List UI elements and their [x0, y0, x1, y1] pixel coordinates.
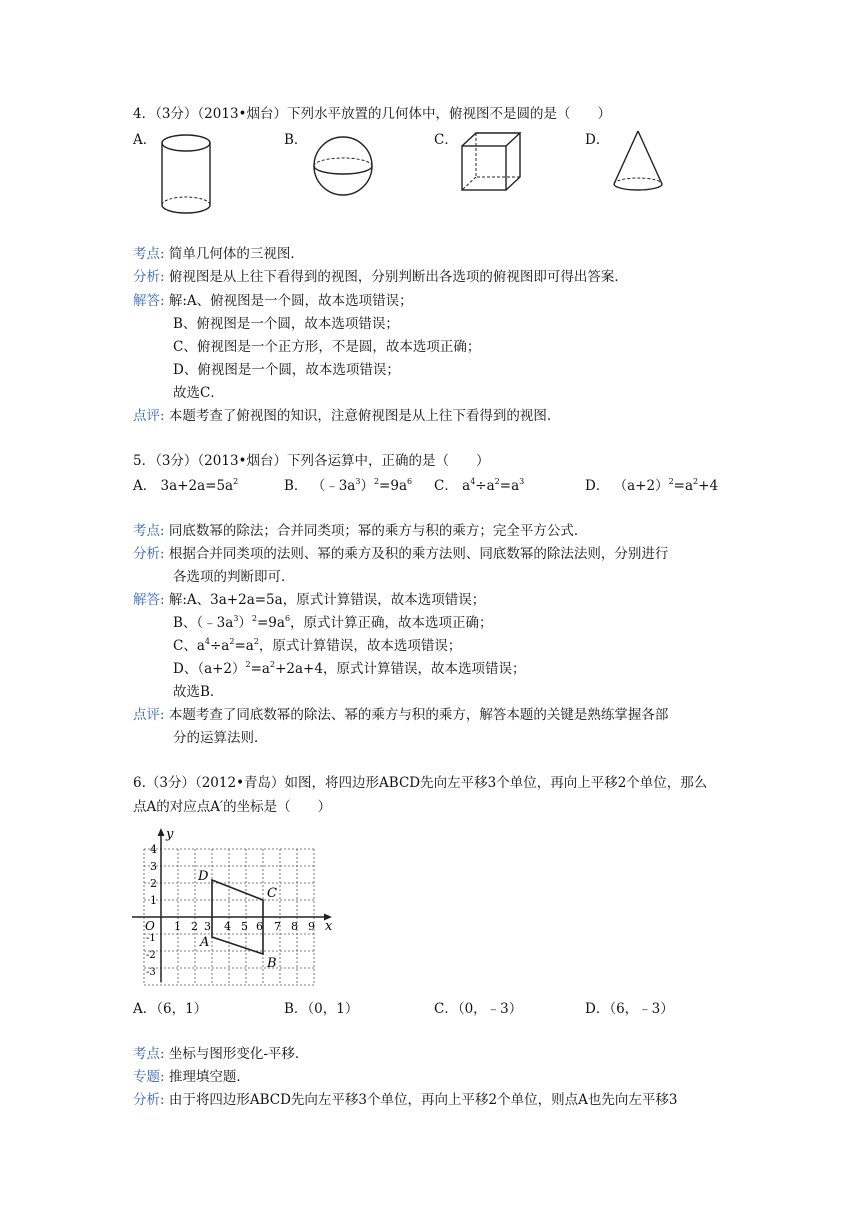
q5-jieda-line-c — [173, 636, 461, 656]
x-tick-label: 4 — [224, 920, 231, 933]
x-tick-label: 2 — [191, 920, 198, 933]
expr-part: ÷a — [209, 638, 230, 654]
x-tick-label: 8 — [291, 920, 298, 933]
expr-part: ，原式计算错误，故本选项错误； — [258, 638, 462, 654]
q5-fenxi-line-1: 根据合并同类项的法则、幂的乘方及积的乘方法则、同底数幂的除法法则，分别进行 — [168, 546, 669, 562]
exponent: 6 — [407, 477, 413, 486]
x-tick-label: 1 — [174, 920, 181, 933]
q6-option-c: C．（0，﹣3） — [434, 1001, 523, 1017]
exponent: 2 — [494, 477, 500, 486]
expr-part: 3a+2a=5a — [160, 478, 234, 494]
q4-jieda-label: 解答: — [133, 293, 165, 309]
q5-fenxi-label: 分析: — [133, 546, 165, 562]
coordinate-grid-figure — [128, 822, 340, 990]
q4-jieda-line-4: D、俯视图是一个圆，故本选项错误； — [173, 362, 400, 378]
x-tick-label: 9 — [308, 920, 315, 933]
q6-stem-line-2: 点A的对应点A′的坐标是（ ） — [133, 799, 332, 815]
exponent: 2 — [229, 637, 235, 646]
q5-option-c — [434, 476, 524, 496]
q4-fenxi — [133, 267, 628, 287]
expr-part: （﹣3a — [311, 478, 356, 494]
q6-option-b: B．（0，1） — [284, 1001, 359, 1017]
exponent: 2 — [270, 660, 276, 669]
q5-jieda-line-b — [173, 613, 493, 633]
point-a-label: A — [200, 935, 210, 950]
q6-stem-line-1: 6.（3分）（2012•青岛）如图，将四边形ABCD先向左平移3个单位，再向上平移2个单位，那么 — [133, 775, 708, 791]
y-tick-label: -1 — [146, 933, 156, 944]
cube-figure — [458, 130, 524, 194]
exponent: 2 — [253, 637, 259, 646]
q4-fenxi-label: 分析: — [133, 269, 165, 285]
expr-part: D、（a+2） — [173, 661, 246, 677]
q6-zhuanti-label: 专题: — [133, 1069, 165, 1085]
y-tick-label: -2 — [146, 950, 156, 961]
q5-dianping — [133, 705, 668, 725]
exponent: 2 — [373, 477, 380, 486]
q4-jieda-line-1: 解:A、俯视图是一个圆，故本选项错误； — [168, 293, 413, 309]
expr-part: （a+2） — [613, 478, 669, 494]
q4-dianping-text: 本题考查了俯视图的知识，注意俯视图是从上往下看得到的视图． — [168, 408, 561, 424]
q4-kaodian — [133, 244, 304, 264]
option-label: A． — [133, 478, 157, 494]
q5-fenxi — [133, 544, 668, 564]
x-tick-label: 3 — [204, 920, 211, 933]
option-label: B． — [284, 478, 308, 494]
q6-kaodian-text: 坐标与图形变化-平移． — [168, 1046, 309, 1062]
q5-option-d — [585, 476, 718, 496]
option-label: C． — [434, 478, 458, 494]
q5-fenxi-line-2: 各选项的判断即可． — [173, 569, 295, 585]
exponent: 6 — [284, 614, 291, 623]
expr-part: =a — [499, 478, 520, 494]
expr-part: ，原式计算正确，故本选项正确； — [290, 615, 493, 631]
expr-part: C、a — [173, 638, 205, 654]
expr-part: a — [462, 478, 471, 494]
q6-fenxi-text: 由于将四边形ABCD先向左平移3个单位，再向上平移2个单位，则点A也先向左平移3 — [168, 1092, 678, 1108]
exponent: 3 — [519, 477, 525, 486]
cone-figure — [610, 128, 666, 194]
q5-jieda-line-a: 解:A、3a+2a=5a，原式计算错误，故本选项错误； — [168, 592, 486, 608]
expr-part: =a — [234, 638, 254, 654]
y-tick-label: -3 — [146, 967, 156, 978]
y-axis-arrow-icon — [158, 828, 165, 836]
expr-part: =a — [250, 661, 270, 677]
q5-dianping-line-1: 本题考查了同底数幂的除法、幂的乘方与积的乘方，解答本题的关键是熟练掌握各部 — [168, 707, 669, 723]
q5-kaodian-text: 同底数幂的除法；合并同类项；幂的乘方与积的乘方；完全平方公式． — [168, 523, 588, 539]
q4-dianping — [133, 406, 560, 426]
point-d-label: D — [198, 869, 209, 884]
q6-zhuanti — [133, 1067, 250, 1087]
q4-stem: 4．（3分）（2013•烟台）下列水平放置的几何体中，俯视图不是圆的是（ ） — [133, 106, 611, 122]
q6-kaodian — [133, 1044, 308, 1064]
exponent: 3 — [355, 477, 361, 486]
q5-kaodian — [133, 521, 587, 541]
exponent: 2 — [251, 614, 257, 623]
q6-fenxi — [133, 1090, 677, 1110]
q5-jieda-label: 解答: — [133, 592, 165, 608]
expr-part: =a — [673, 478, 694, 494]
q4-fenxi-text: 俯视图是从上往下看得到的视图，分别判断出各选项的俯视图即可得出答案． — [168, 269, 628, 285]
y-tick-label: 2 — [150, 877, 157, 890]
q4-jieda-line-2: B、俯视图是一个圆，故本选项错误； — [173, 316, 399, 332]
exponent: 4 — [470, 477, 476, 486]
y-tick-label: 4 — [150, 843, 157, 856]
expr-part: =9a — [257, 615, 285, 631]
x-tick-label: 6 — [256, 920, 263, 933]
expr-part: ） — [360, 478, 374, 494]
expr-part: ） — [238, 615, 252, 631]
expr-part: =9a — [379, 478, 407, 494]
q5-dianping-line-2: 分的运算法则． — [173, 730, 268, 746]
q6-option-a: A．（6，1） — [133, 1001, 208, 1017]
q6-option-d: D．（6，﹣3） — [585, 1001, 674, 1017]
exponent: 3 — [233, 614, 239, 623]
q6-zhuanti-text: 推理填空题． — [168, 1069, 250, 1085]
sphere-figure — [308, 134, 378, 200]
x-tick-label: 7 — [274, 920, 281, 933]
y-axis-label: y — [166, 827, 174, 842]
q4-dianping-label: 点评: — [133, 408, 165, 424]
q5-jieda — [133, 590, 485, 610]
x-axis-label: x — [325, 919, 333, 934]
origin-label: O — [145, 919, 155, 933]
expr-part: B、（﹣3a — [173, 615, 234, 631]
exponent: 4 — [204, 637, 210, 646]
point-c-label: C — [267, 886, 277, 901]
exponent: 2 — [245, 660, 251, 669]
exponent: 2 — [668, 477, 674, 486]
expr-part: ÷a — [475, 478, 495, 494]
q5-option-a — [133, 476, 238, 496]
cylinder-figure — [158, 132, 214, 218]
expr-part: +2a+4，原式计算错误，故本选项错误； — [275, 661, 526, 677]
q5-stem: 5．（3分）（2013•烟台）下列各运算中，正确的是（ ） — [133, 453, 490, 469]
q4-option-c-label: C． — [434, 132, 458, 148]
point-b-label: B — [267, 956, 277, 971]
q4-jieda-line-5: 故选C． — [173, 385, 224, 401]
q6-fenxi-label: 分析: — [133, 1092, 165, 1108]
q5-jieda-line-e: 故选B． — [173, 684, 224, 700]
q5-dianping-label: 点评: — [133, 707, 165, 723]
q5-jieda-line-d — [173, 659, 525, 679]
y-tick-label: 1 — [150, 894, 157, 907]
exponent: 2 — [233, 477, 239, 486]
q4-option-a-label: A． — [133, 132, 157, 148]
q4-kaodian-label: 考点: — [133, 246, 165, 262]
q4-jieda-line-3: C、俯视图是一个正方形，不是圆，故本选项正确； — [173, 339, 481, 355]
q4-option-d-label: D． — [585, 132, 610, 148]
y-tick-label: 3 — [150, 860, 157, 873]
q4-option-b-label: B． — [284, 132, 308, 148]
q4-jieda — [133, 291, 413, 311]
expr-part: +4 — [698, 478, 719, 494]
q4-kaodian-text: 简单几何体的三视图． — [168, 246, 304, 262]
x-tick-label: 5 — [241, 920, 248, 933]
q5-kaodian-label: 考点: — [133, 523, 165, 539]
option-label: D． — [585, 478, 610, 494]
q5-option-b — [284, 476, 412, 496]
q6-kaodian-label: 考点: — [133, 1046, 165, 1062]
exponent: 2 — [693, 477, 699, 486]
